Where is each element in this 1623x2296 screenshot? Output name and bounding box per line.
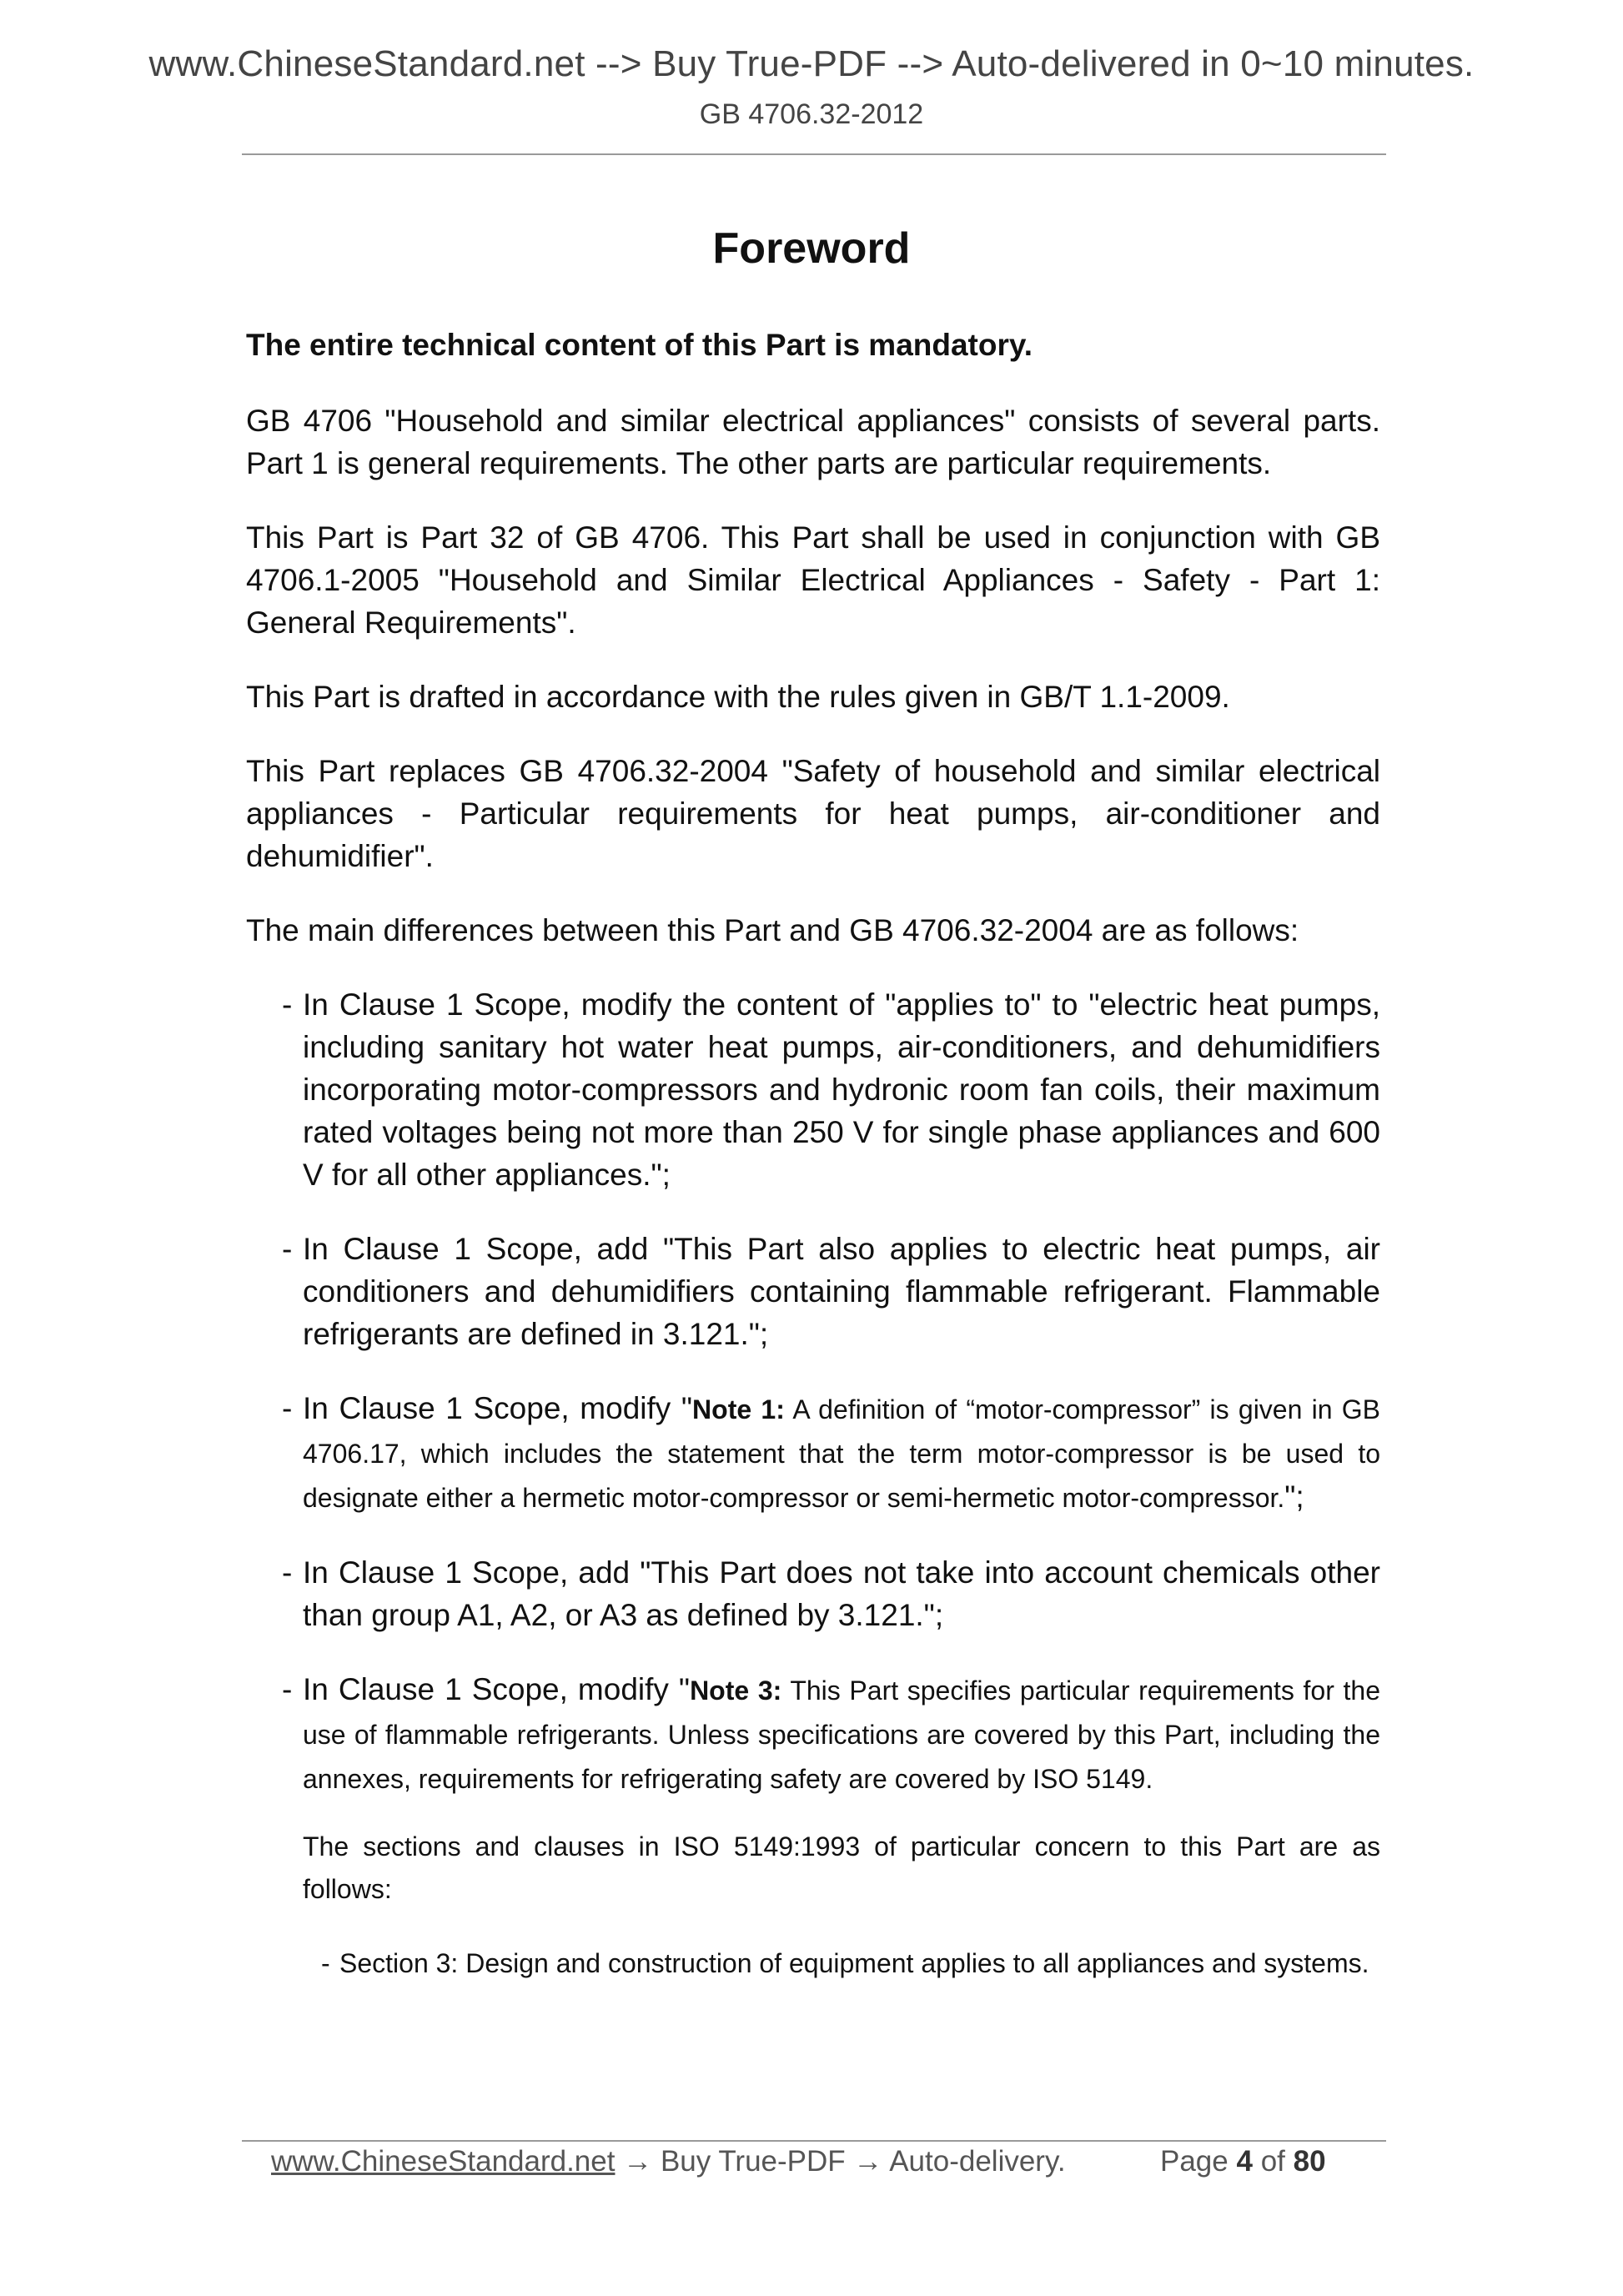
header-divider: [242, 153, 1386, 155]
paragraph-drafting-rules: This Part is drafted in accordance with the rules given in GB/T 1.1-2009.: [246, 680, 1230, 714]
header-banner: www.ChineseStandard.net --> Buy True-PDF --> Auto-delivered in 0~10 minutes.: [148, 43, 1475, 84]
document-body: [246, 324, 1380, 1985]
bullet-text: In Clause 1 Scope, add "This Part does not take into account chemicals other than group A1, A2, or A3 as defined by 3.121.";: [303, 1555, 1380, 1632]
bullet-text: In Clause 1 Scope, add "This Part also applies to electric heat pumps, air conditioners and dehumidifiers containing flammable refrigerant. Flammable refrigerants are defined in 3.121.";: [303, 1232, 1380, 1351]
note-label: Note 3:: [690, 1676, 782, 1706]
note-text: A definition of “motor-compressor” is given in GB 4706.17, which includes the statement that the term motor-compressor is be used to designate either a hermetic motor-compressor or semi-hermetic motor-compressor.: [303, 1394, 1381, 1513]
page-indicator: [1160, 2145, 1326, 2178]
list-item: [246, 1942, 1380, 1985]
bullet-dash: -: [282, 987, 293, 1022]
mandatory-statement: The entire technical content of this Part is mandatory.: [246, 328, 1033, 362]
footer-divider: [242, 2140, 1386, 2142]
bullet-dash: -: [321, 1948, 330, 1978]
note-text: This Part specifies particular requirements for the use of flammable refrigerants. Unless specifications are covered by this Part, including the annexes, requirements for refrigerating safety are covered by ISO 5149.: [303, 1676, 1380, 1794]
bullet-dash: -: [282, 1232, 293, 1266]
footer-delivery-text: Auto-delivery.: [889, 2145, 1066, 2178]
paragraph-replaces: This Part replaces GB 4706.32-2004 "Safety of household and similar electrical appliances - Particular requirements for heat pumps, air-conditioner and dehumidifier".: [246, 754, 1380, 873]
of-label: of: [1260, 2145, 1285, 2178]
page-number: 4: [1236, 2145, 1253, 2178]
list-item: [246, 1387, 1380, 1520]
bullet-lead: In Clause 1 Scope, modify ": [303, 1672, 691, 1706]
arrow-icon: →: [853, 2145, 883, 2178]
arrow-icon: →: [623, 2145, 653, 2178]
bullet-text: Section 3: Design and construction of equipment applies to all appliances and systems.: [339, 1948, 1369, 1978]
footer: [271, 2145, 1355, 2178]
paragraph-parts: GB 4706 "Household and similar electrical appliances" consists of several parts. Part 1 is general requirements. The other parts are particular requirements.: [246, 404, 1380, 480]
bullet-text: In Clause 1 Scope, modify the content of "applies to" to "electric heat pumps, including sanitary hot water heat pumps, air-conditioners, and dehumidifiers incorporating motor-compressors and hydronic room fan coils, their maximum rated voltages being not more than 250 V for single phase appliances and 600 V for all other appliances.";: [303, 987, 1380, 1192]
document-id: GB 4706.32-2012: [699, 98, 924, 130]
bullet-end: ";: [1284, 1480, 1304, 1514]
total-pages: 80: [1293, 2145, 1326, 2178]
page-label: Page: [1160, 2145, 1229, 2178]
list-item: [246, 1228, 1380, 1355]
bullet-dash: -: [282, 1555, 293, 1590]
bullet-dash: -: [282, 1391, 293, 1425]
paragraph-differences-intro: The main differences between this Part and GB 4706.32-2004 are as follows:: [246, 913, 1299, 947]
list-item: [246, 1668, 1380, 1801]
list-item: [246, 1551, 1380, 1636]
iso-sections-intro: The sections and clauses in ISO 5149:1993 of particular concern to this Part are as follows:: [303, 1831, 1380, 1904]
note-label: Note 1:: [692, 1394, 785, 1424]
bullet-lead: In Clause 1 Scope, modify ": [303, 1391, 693, 1425]
bullet-dash: -: [282, 1672, 293, 1706]
list-item: [246, 983, 1380, 1196]
footer-buy-text: Buy True-PDF: [660, 2145, 846, 2178]
page-title: Foreword: [712, 224, 911, 273]
footer-link[interactable]: www.ChineseStandard.net: [271, 2145, 616, 2178]
paragraph-part-32: This Part is Part 32 of GB 4706. This Part shall be used in conjunction with GB 4706.1-2005 "Household and Similar Electrical Appliances - Safety - Part 1: General Requirements".: [246, 520, 1380, 640]
